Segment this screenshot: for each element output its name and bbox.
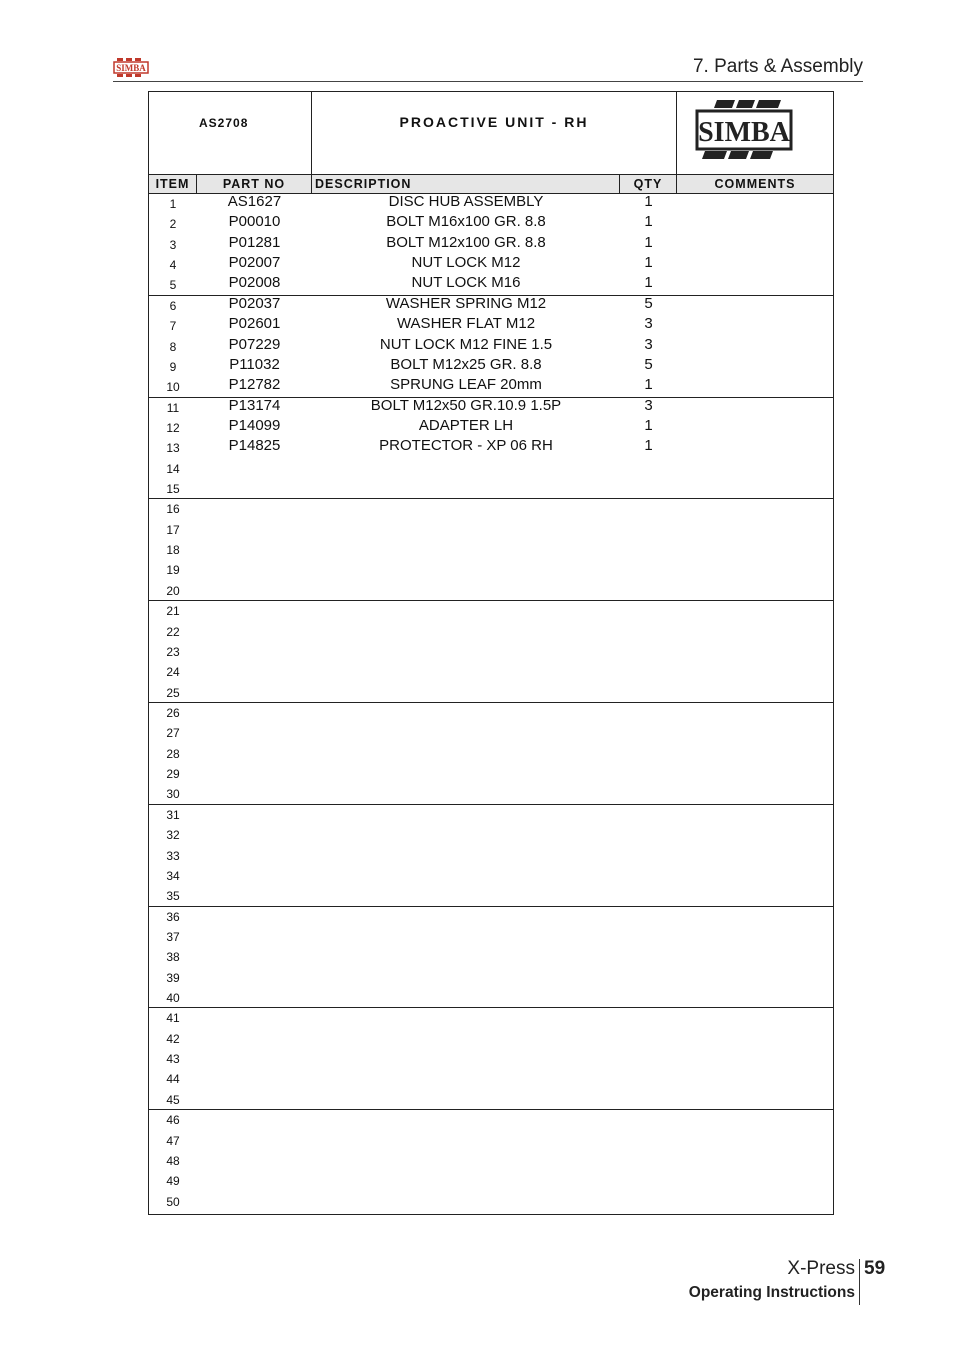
item-cell: 18 bbox=[166, 543, 180, 558]
table-row bbox=[149, 296, 833, 316]
table-row bbox=[149, 1090, 833, 1110]
table-row bbox=[149, 560, 833, 580]
qty-cell: 1 bbox=[644, 416, 653, 434]
item-cell: 33 bbox=[166, 848, 180, 863]
table-row bbox=[149, 968, 833, 988]
part-no-cell: P11032 bbox=[229, 355, 280, 373]
item-cell: 41 bbox=[166, 1011, 180, 1026]
item-cell: 7 bbox=[169, 319, 177, 334]
footer-product: X-Press bbox=[787, 1258, 855, 1279]
col-item: ITEM bbox=[149, 175, 197, 193]
item-cell: 1 bbox=[169, 197, 177, 211]
item-cell: 15 bbox=[166, 482, 180, 497]
table-row bbox=[149, 194, 833, 214]
table-row bbox=[149, 398, 833, 418]
footer-subtitle: Operating Instructions bbox=[688, 1284, 855, 1301]
part-no-cell: P14099 bbox=[228, 416, 281, 434]
assembly-code-cell bbox=[149, 92, 312, 174]
assembly-name: PROACTIVE UNIT - RH bbox=[399, 114, 589, 130]
table-row bbox=[149, 1151, 833, 1171]
part-no-cell: P14825 bbox=[228, 437, 281, 455]
qty-cell: 1 bbox=[644, 233, 653, 251]
qty-cell: 3 bbox=[644, 335, 653, 353]
item-cell: 40 bbox=[166, 991, 180, 1006]
qty-cell: 3 bbox=[644, 315, 653, 333]
item-cell: 2 bbox=[169, 217, 177, 232]
description-cell: ADAPTER LH bbox=[418, 416, 514, 434]
part-no-cell: AS1627 bbox=[227, 193, 282, 210]
item-cell: 3 bbox=[169, 237, 177, 252]
item-cell: 34 bbox=[166, 868, 180, 883]
item-cell: 46 bbox=[166, 1113, 180, 1128]
table-row bbox=[149, 520, 833, 540]
col-qty: QTY bbox=[620, 175, 677, 193]
description-cell: PROTECTOR - XP 06 RH bbox=[379, 437, 553, 455]
part-no-cell: P02008 bbox=[228, 274, 281, 292]
table-row bbox=[149, 907, 833, 927]
part-no-cell: P00010 bbox=[228, 213, 281, 231]
description-cell: NUT LOCK M16 bbox=[411, 274, 521, 292]
item-cell: 36 bbox=[166, 909, 180, 924]
description-cell: BOLT M12x100 GR. 8.8 bbox=[386, 233, 546, 251]
item-cell: 50 bbox=[166, 1194, 180, 1209]
item-cell: 19 bbox=[166, 563, 180, 578]
item-cell: 25 bbox=[166, 685, 180, 700]
col-part-no: PART NO bbox=[197, 175, 312, 193]
table-row bbox=[149, 601, 833, 621]
item-cell: 4 bbox=[169, 258, 177, 273]
table-row bbox=[149, 703, 833, 723]
item-cell: 28 bbox=[166, 746, 180, 761]
title-block-logo bbox=[677, 92, 833, 174]
table-row bbox=[149, 438, 833, 458]
item-cell: 38 bbox=[166, 950, 180, 965]
item-cell: 8 bbox=[169, 339, 177, 354]
table-row bbox=[149, 479, 833, 499]
item-cell: 31 bbox=[166, 807, 180, 822]
item-cell: 14 bbox=[166, 461, 180, 476]
part-no-cell: P07229 bbox=[228, 335, 281, 353]
table-row bbox=[149, 622, 833, 642]
item-cell: 35 bbox=[166, 889, 180, 904]
item-cell: 45 bbox=[166, 1092, 180, 1107]
parts-rows bbox=[149, 194, 833, 1212]
table-row bbox=[149, 581, 833, 601]
page-number: 59 bbox=[864, 1258, 886, 1279]
item-cell: 37 bbox=[166, 929, 180, 944]
description-cell: DISC HUB ASSEMBLY bbox=[388, 193, 544, 210]
item-cell: 39 bbox=[166, 970, 180, 985]
section-title: 7. Parts & Assembly bbox=[692, 56, 863, 77]
table-row bbox=[149, 1192, 833, 1212]
item-cell: 5 bbox=[169, 278, 177, 293]
qty-cell: 1 bbox=[644, 376, 653, 394]
table-row bbox=[149, 1110, 833, 1130]
item-cell: 12 bbox=[166, 420, 180, 435]
table-row bbox=[149, 235, 833, 255]
table-row bbox=[149, 784, 833, 804]
table-row bbox=[149, 805, 833, 825]
table-row bbox=[149, 744, 833, 764]
table-row bbox=[149, 275, 833, 295]
table-row bbox=[149, 540, 833, 560]
table-row bbox=[149, 337, 833, 357]
table-row bbox=[149, 1008, 833, 1028]
table-row bbox=[149, 255, 833, 275]
table-row bbox=[149, 927, 833, 947]
table-row bbox=[149, 947, 833, 967]
table-row bbox=[149, 1029, 833, 1049]
item-cell: 17 bbox=[166, 522, 180, 537]
table-row bbox=[149, 846, 833, 866]
table-row bbox=[149, 866, 833, 886]
table-row bbox=[149, 683, 833, 703]
table-row bbox=[149, 662, 833, 682]
item-cell: 10 bbox=[166, 380, 180, 395]
table-row bbox=[149, 642, 833, 662]
description-cell: NUT LOCK M12 FINE 1.5 bbox=[379, 335, 553, 353]
item-cell: 20 bbox=[166, 583, 180, 598]
item-cell: 16 bbox=[166, 502, 180, 517]
item-cell: 21 bbox=[166, 604, 180, 619]
column-headers bbox=[149, 174, 833, 194]
col-comments: COMMENTS bbox=[714, 177, 796, 191]
table-row bbox=[149, 377, 833, 397]
item-cell: 11 bbox=[166, 400, 180, 415]
item-cell: 43 bbox=[166, 1052, 180, 1067]
table-row bbox=[149, 886, 833, 906]
part-no-cell: P13174 bbox=[228, 396, 281, 414]
table-row bbox=[149, 1049, 833, 1069]
item-cell: 29 bbox=[166, 767, 180, 782]
item-cell: 42 bbox=[166, 1031, 180, 1046]
title-block bbox=[149, 92, 833, 174]
table-row bbox=[149, 316, 833, 336]
assembly-code: AS2708 bbox=[199, 116, 249, 130]
item-cell: 49 bbox=[166, 1174, 180, 1189]
item-cell: 26 bbox=[166, 705, 180, 720]
header-divider bbox=[113, 81, 863, 82]
item-cell: 6 bbox=[169, 298, 177, 313]
table-row bbox=[149, 825, 833, 845]
col-description: DESCRIPTION bbox=[312, 175, 620, 193]
description-cell: BOLT M12x25 GR. 8.8 bbox=[390, 355, 542, 373]
table-row bbox=[149, 723, 833, 743]
simba-logo-icon bbox=[695, 98, 793, 162]
header-simba-logo-icon bbox=[113, 58, 149, 78]
table-row bbox=[149, 214, 833, 234]
table-row bbox=[149, 459, 833, 479]
description-cell: NUT LOCK M12 bbox=[411, 254, 521, 272]
item-cell: 48 bbox=[166, 1153, 180, 1168]
table-row bbox=[149, 1069, 833, 1089]
item-cell: 9 bbox=[169, 359, 177, 374]
table-row bbox=[149, 418, 833, 438]
part-no-cell: P01281 bbox=[228, 233, 281, 251]
parts-list-sheet bbox=[148, 91, 834, 1215]
qty-cell: 5 bbox=[644, 294, 653, 312]
item-cell: 32 bbox=[166, 828, 180, 843]
item-cell: 24 bbox=[166, 665, 180, 680]
description-cell: WASHER FLAT M12 bbox=[396, 315, 536, 333]
description-cell: WASHER SPRING M12 bbox=[385, 294, 547, 312]
qty-cell: 3 bbox=[644, 396, 653, 414]
footer-divider bbox=[859, 1259, 860, 1305]
qty-cell: 5 bbox=[644, 355, 653, 373]
table-row bbox=[149, 357, 833, 377]
item-cell: 30 bbox=[166, 787, 180, 802]
item-cell: 47 bbox=[166, 1133, 180, 1148]
part-no-cell: P02007 bbox=[228, 254, 281, 272]
table-row bbox=[149, 988, 833, 1008]
item-cell: 27 bbox=[166, 726, 180, 741]
qty-cell: 1 bbox=[644, 437, 653, 455]
table-row bbox=[149, 499, 833, 519]
description-cell: SPRUNG LEAF 20mm bbox=[390, 376, 542, 394]
item-cell: 13 bbox=[166, 441, 180, 456]
table-row bbox=[149, 1131, 833, 1151]
svg-text:SIMBA: SIMBA bbox=[116, 63, 146, 73]
item-cell: 23 bbox=[166, 644, 180, 659]
table-row bbox=[149, 1171, 833, 1191]
description-cell: BOLT M16x100 GR. 8.8 bbox=[386, 213, 546, 231]
table-row bbox=[149, 764, 833, 784]
qty-cell: 1 bbox=[644, 254, 653, 272]
part-no-cell: P02601 bbox=[228, 315, 281, 333]
qty-cell: 1 bbox=[644, 193, 653, 210]
qty-cell: 1 bbox=[644, 274, 653, 292]
item-cell: 22 bbox=[166, 624, 180, 639]
assembly-name-cell bbox=[312, 92, 677, 174]
description-cell: BOLT M12x50 GR.10.9 1.5P bbox=[370, 396, 562, 414]
logo-wordmark: SIMBA bbox=[698, 117, 790, 148]
item-cell: 44 bbox=[166, 1072, 180, 1087]
part-no-cell: P02037 bbox=[228, 294, 281, 312]
part-no-cell: P12782 bbox=[228, 376, 281, 394]
qty-cell: 1 bbox=[644, 213, 653, 231]
